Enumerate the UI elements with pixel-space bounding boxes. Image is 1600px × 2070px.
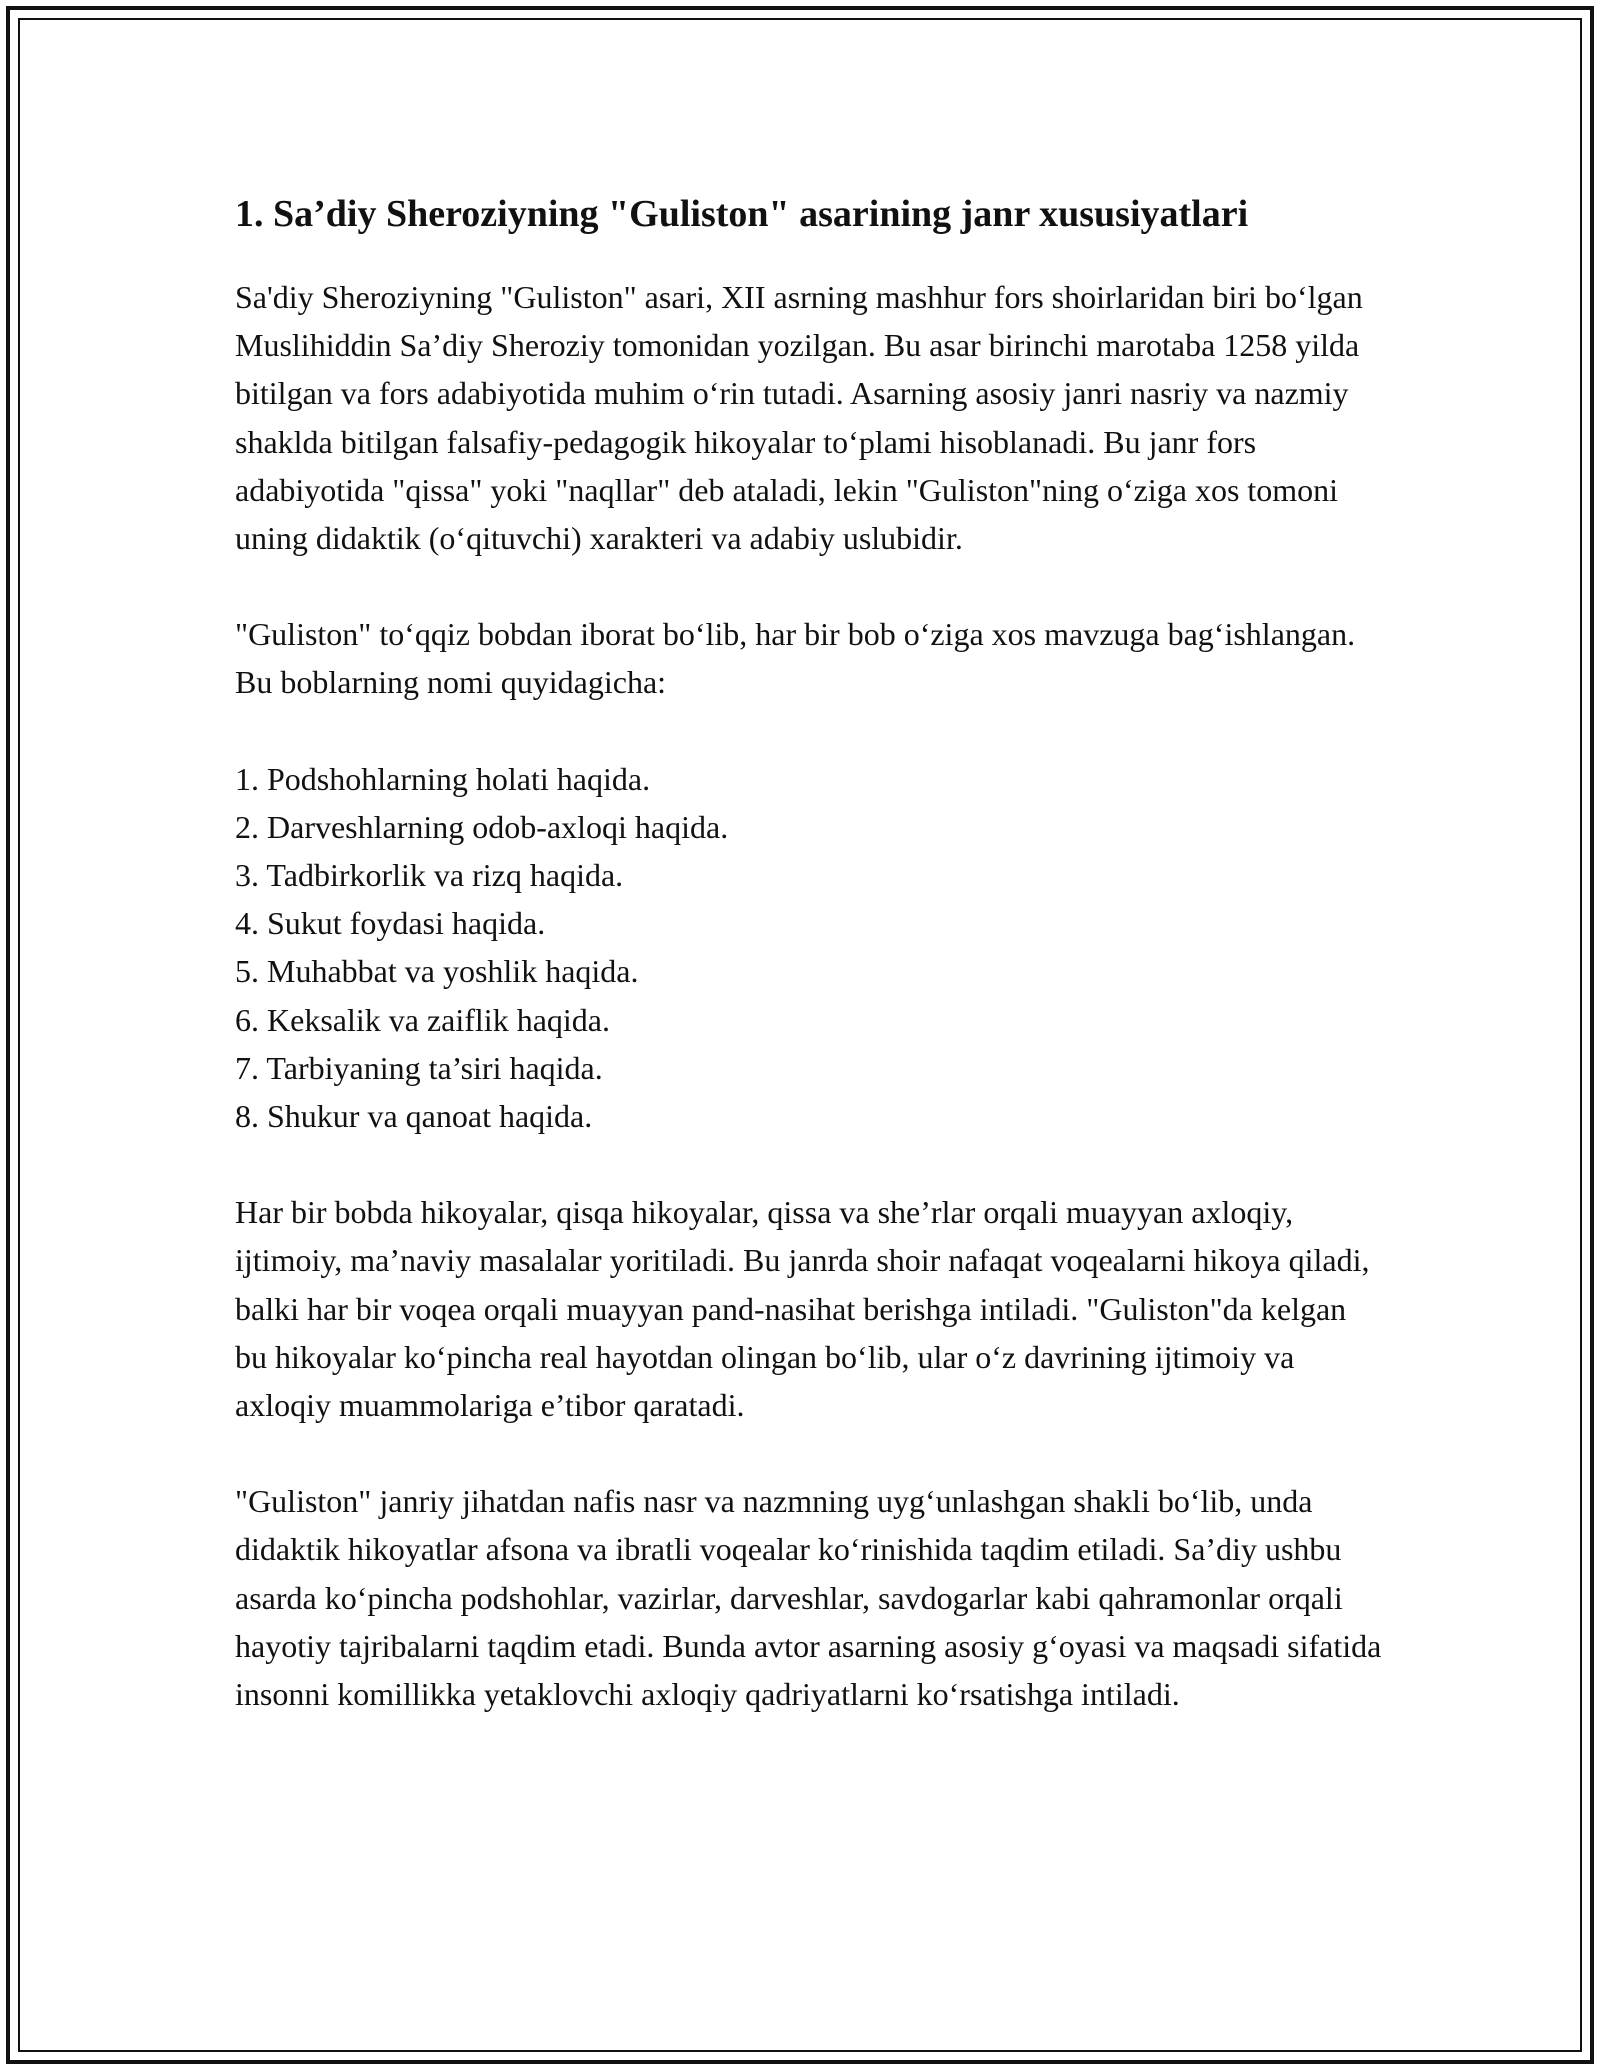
chapter-list <box>235 755 1385 1141</box>
paragraph-genre: "Guliston" janriy jihatdan nafis nasr va nazmning uyg‘unlashgan shakli bo‘lib, unda didaktik hikoyatlar afsona va ibratli voqealar ko‘rinishida taqdim etiladi. Sa’diy ushbu asarda ko‘pincha podshohlar, vazirlar, darveshlar, savdogarlar kabi qahramonlar orqali hayotiy tajribalarni taqdim etadi. Bunda avtor asarning asosiy g‘oyasi va maqsadi sifatida insonni komillikka yetaklovchi axloqiy qadriyatlarni ko‘rsatishga intiladi. <box>235 1483 1382 1713</box>
chapter-item: 7. Tarbiyaning ta’siri haqida. <box>235 1049 603 1086</box>
chapter-item: 2. Darveshlarning odob-axloqi haqida. <box>235 808 729 845</box>
chapter-item: 8. Shukur va qanoat haqida. <box>235 1098 593 1135</box>
chapter-item: 1. Podshohlarning holati haqida. <box>235 760 651 797</box>
chapter-item: 5. Muhabbat va yoshlik haqida. <box>235 953 639 990</box>
document-body <box>235 183 1385 1766</box>
paragraph-themes: Har bir bobda hikoyalar, qisqa hikoyalar, qissa va she’rlar orqali muayyan axloqiy, ijtimoiy, ma’naviy masalalar yoritiladi. Bu janrda shoir nafaqat voqealarni hikoya qiladi, balki har bir voqea orqali muayyan pand-nasihat berishga intiladi. "Guliston"da kelgan bu hikoyalar ko‘pincha real hayotdan olingan bo‘lib, ular o‘z davrining ijtimoiy va axloqiy muammolariga e’tibor qaratadi. <box>235 1194 1370 1424</box>
chapter-item: 6. Keksalik va zaiflik haqida. <box>235 1001 610 1038</box>
section-heading: 1. Sa’diy Sheroziyning "Guliston" asarining janr xususiyatlari <box>235 193 1249 235</box>
paragraph-intro: Sa'diy Sheroziyning "Guliston" asari, XII asrning mashhur fors shoirlaridan biri bo‘lgan Muslihiddin Sa’diy Sheroziy tomonidan yozilgan. Bu asar birinchi marotaba 1258 yilda bitilgan va fors adabiyotida muhim o‘rin tutadi. Asarning asosiy janri nasriy va nazmiy shaklda bitilgan falsafiy-pedagogik hikoyalar to‘plami hisoblanadi. Bu janr fors adabiyotida "qissa" yoki "naqllar" deb ataladi, lekin "Guliston"ning o‘ziga xos tomoni uning didaktik (o‘qituvchi) xarakteri va adabiy uslubidir. <box>235 279 1363 557</box>
paragraph-chapters-intro: "Guliston" to‘qqiz bobdan iborat bo‘lib, har bir bob o‘ziga xos mavzuga bag‘ishlangan. Bu boblarning nomi quyidagicha: <box>235 616 1356 701</box>
chapter-item: 3. Tadbirkorlik va rizq haqida. <box>235 857 624 894</box>
chapter-item: 4. Sukut foydasi haqida. <box>235 905 546 942</box>
